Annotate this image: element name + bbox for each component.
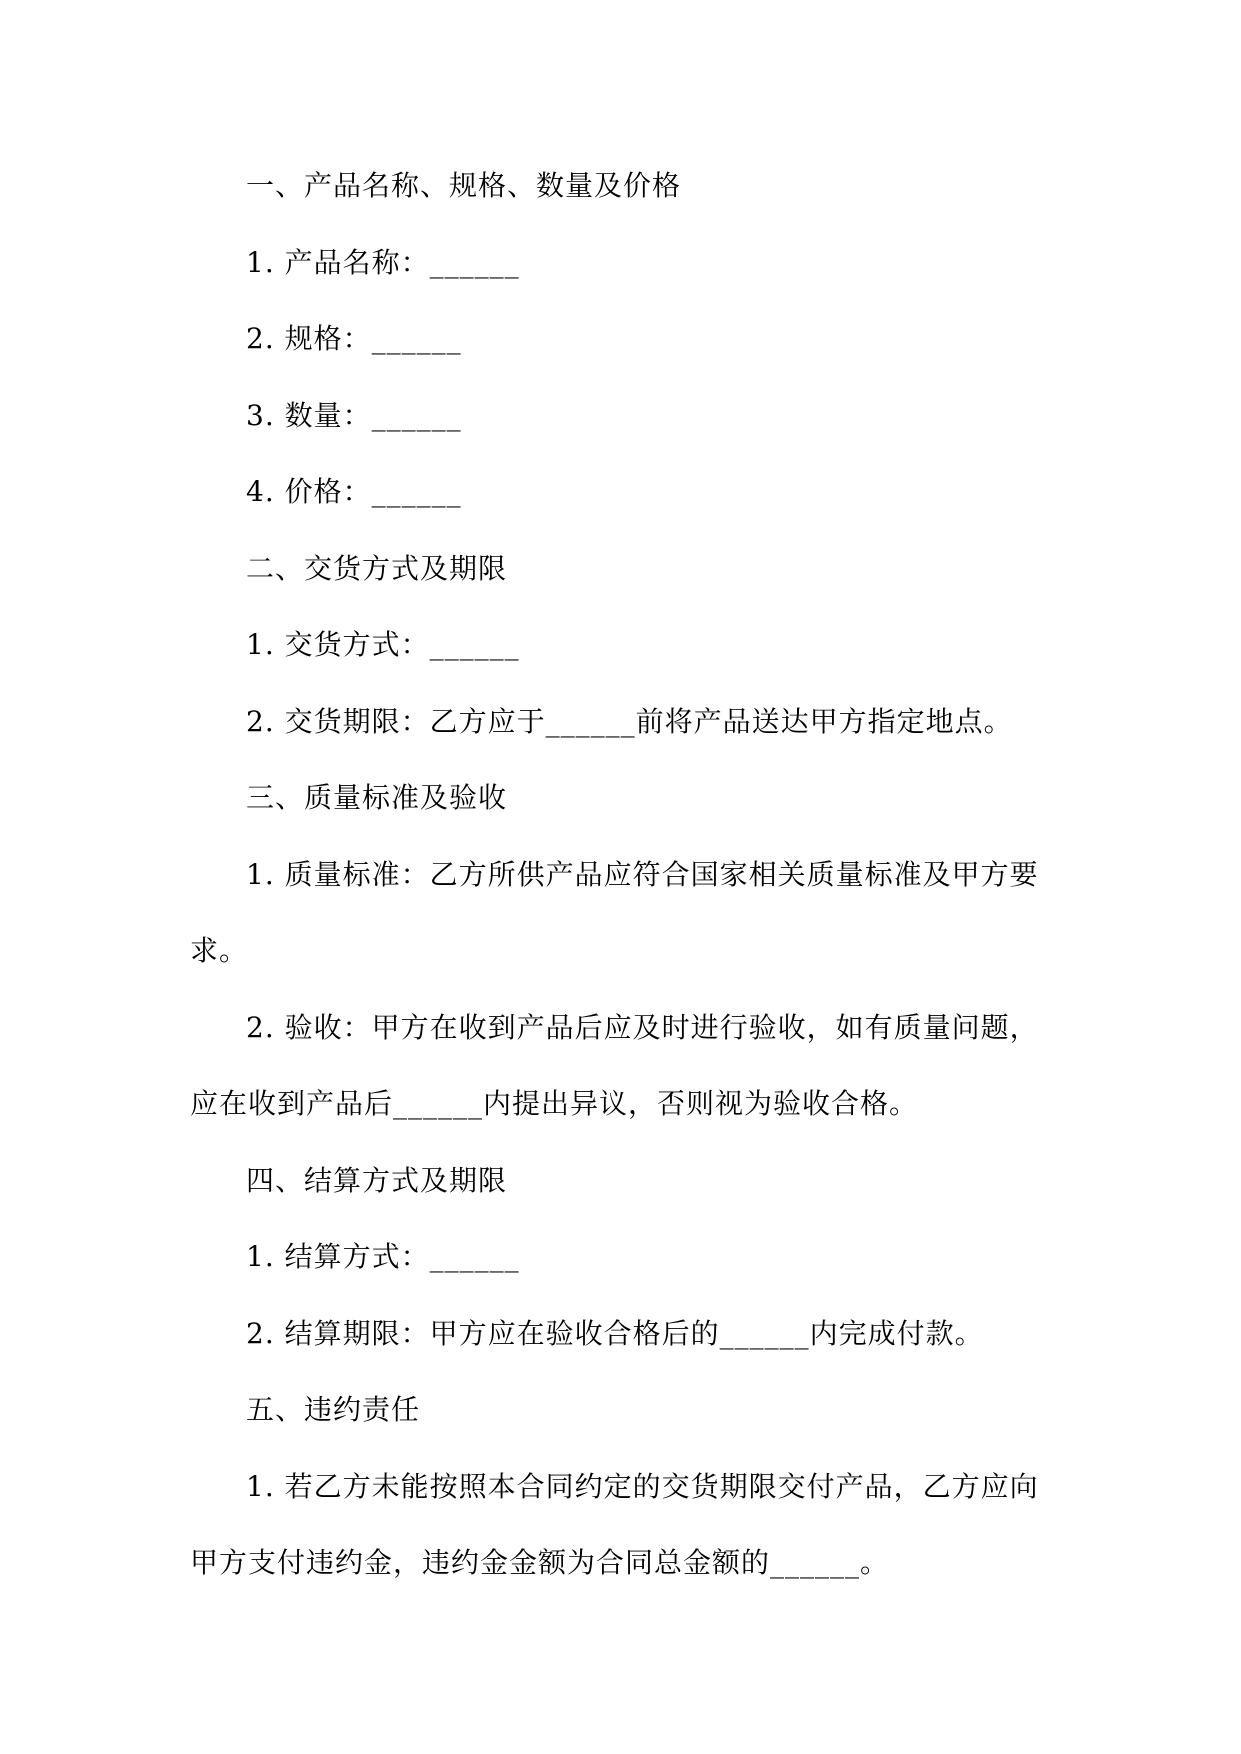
clause-quantity: 3. 数量：______ [246, 398, 462, 432]
clause-price: 4. 价格：______ [246, 475, 462, 508]
clause-acceptance: 2. 验收：甲方在收到产品后应及时进行验收，如有质量问题，应在收到产品后______内提出异议，否则视为验收合格。 [190, 1010, 1039, 1120]
section-heading-settlement: 四、结算方式及期限 [246, 1163, 508, 1197]
clause-specification: 2. 规格：______ [246, 322, 462, 355]
clause-product-name: 1. 产品名称：______ [246, 245, 520, 279]
clause-delivery-deadline: 2. 交货期限：乙方应于______前将产品送达甲方指定地点。 [246, 704, 1013, 738]
clause-settlement-deadline: 2. 结算期限：甲方应在验收合格后的______内完成付款。 [246, 1316, 984, 1350]
clause-quality-standard: 1. 质量标准：乙方所供产品应符合国家相关质量标准及甲方要求。 [190, 857, 1039, 967]
clause-late-delivery-penalty: 1. 若乙方未能按照本合同约定的交货期限交付产品，乙方应向甲方支付违约金，违约金金额为合同总金额的______。 [190, 1469, 1039, 1579]
section-heading-liability: 五、违约责任 [246, 1393, 421, 1426]
section-heading-product: 一、产品名称、规格、数量及价格 [246, 169, 682, 202]
section-heading-quality: 三、质量标准及验收 [246, 781, 508, 814]
clause-delivery-method: 1. 交货方式：______ [246, 628, 520, 661]
document-body [190, 148, 1060, 1602]
clause-settlement-method: 1. 结算方式：______ [246, 1240, 520, 1273]
section-heading-delivery: 二、交货方式及期限 [246, 551, 508, 585]
